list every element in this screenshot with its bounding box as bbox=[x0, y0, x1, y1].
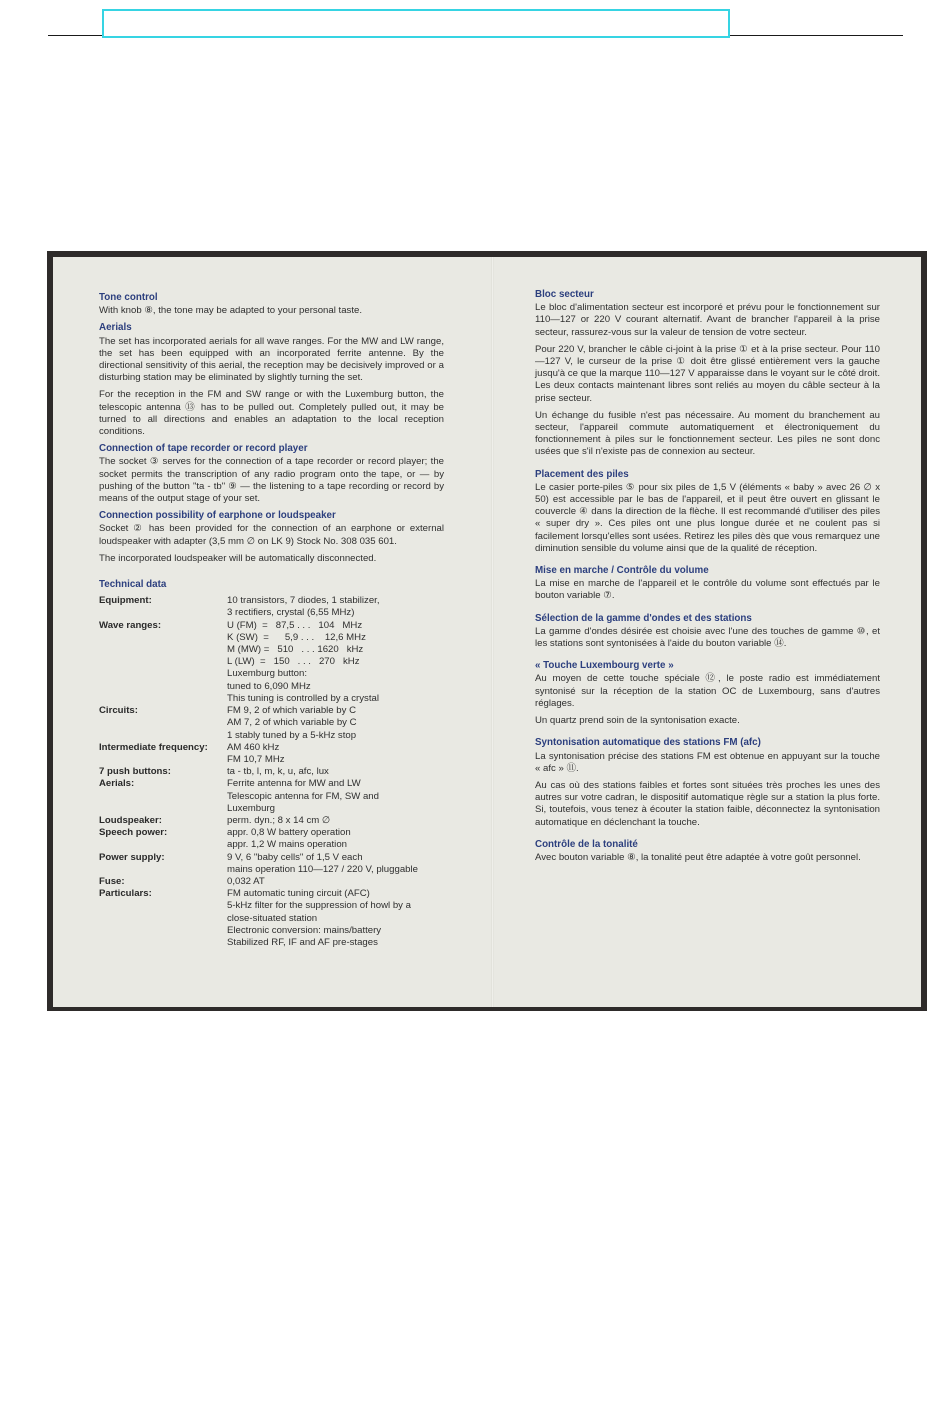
technical-value-line: AM 460 kHz bbox=[227, 741, 280, 753]
technical-label: Wave ranges: bbox=[99, 619, 162, 631]
technical-value bbox=[227, 705, 444, 742]
technical-value-line: AM 7, 2 of which variable by C bbox=[227, 717, 357, 729]
section-heading: Bloc secteur bbox=[535, 289, 594, 300]
section-paragraph: Le bloc d'alimentation secteur est incorporé et prévu pour le fonctionnement sur 110—127 or 220 V courant alternatif. Avant de brancher l'appareil à la prise secteur, rassurez-vous sur la valeur de tension de votre secteur. bbox=[535, 302, 880, 338]
technical-label: Loudspeaker: bbox=[99, 814, 162, 826]
technical-value-line: Electronic conversion: mains/battery bbox=[227, 924, 382, 936]
technical-label: Power supply: bbox=[99, 851, 165, 863]
technical-row bbox=[99, 827, 444, 851]
technical-value bbox=[227, 815, 444, 827]
technical-value-line: Ferrite antenna for MW and LW bbox=[227, 778, 361, 790]
section-heading: Syntonisation automatique des stations FM (afc) bbox=[535, 737, 761, 749]
technical-value bbox=[227, 620, 444, 705]
technical-value-line: This tuning is controlled by a crystal bbox=[227, 692, 379, 704]
section-paragraph: La gamme d'ondes désirée est choisie avec l'une des touches de gamme ⑩, et les stations sont syntonisées à l'aide du bouton variable ⑭. bbox=[535, 625, 880, 650]
section-paragraph: The socket ③ serves for the connection of a tape recorder or record player; the socket permits the transcription of any radio program onto the tape, or — by pushing of the button "ta - tb" ⑨ — the listening to a tape recording or record by means of the output stage of your set. bbox=[99, 456, 444, 505]
technical-value-line: 1 stably tuned by a 5-kHz stop bbox=[227, 729, 357, 741]
section-paragraph: Socket ② has been provided for the connection of an earphone or external loudspeaker with adapter (3,5 mm ∅ on LK 9) Stock No. 308 035 601. bbox=[99, 523, 444, 547]
section-paragraph: Au moyen de cette touche spéciale ⑫, le poste radio est immédiatement syntonisé sur la réception de la station OC de Luxembourg, sans d'autres réglages. bbox=[535, 673, 880, 709]
technical-data bbox=[99, 579, 444, 949]
technical-value-line: FM 10,7 MHz bbox=[227, 753, 285, 765]
technical-value bbox=[227, 876, 444, 888]
technical-value-line: appr. 1,2 W mains operation bbox=[227, 839, 347, 851]
section-paragraph: Le casier porte-piles ⑤ pour six piles de 1,5 V (éléments « baby » avec 26 ∅ x 50) est accessible par le bas de l'appareil, et il peut être ouvert en glissant le couvercle ④ dans la direction de la flèche. Il est recommandé d'utiliser des piles « super dry ». Ces piles ont une plus longue durée et ne coulent pas si facilement lorsqu'elles sont usées. Retirez les piles dès que vous remarquez une diminution sensible du volume ainsi que de la qualité de réception. bbox=[535, 481, 880, 554]
section-paragraph: The set has incorporated aerials for all wave ranges. For the MW and LW range, the set has been equipped with an incorporated ferrite antenne. By the directional sensitivity of this aerial, the reception may be decisively improved or a disturbing station may be eliminated by slightly turning the set. bbox=[99, 335, 444, 384]
header-highlight-box bbox=[102, 9, 730, 38]
technical-value-line: M (MW) = 510 . . . 1620 kHz bbox=[227, 644, 364, 656]
section-paragraph: Un échange du fusible n'est pas nécessaire. Au moment du branchement au secteur, l'appareil commute automatiquement et électroniquement du fonctionnement à piles sur le fonctionnement secteur. Les piles ne sont donc usées que s'il n'existe pas de connexion au secteur. bbox=[535, 409, 880, 458]
technical-row bbox=[99, 766, 444, 778]
technical-value-line: ta - tb, l, m, k, u, afc, lux bbox=[227, 766, 329, 778]
section-heading: Contrôle de la tonalité bbox=[535, 838, 638, 850]
technical-value-line: Telescopic antenna for FM, SW and bbox=[227, 790, 379, 802]
technical-row bbox=[99, 876, 444, 888]
technical-value-line: Luxemburg button: bbox=[227, 668, 308, 680]
right-column bbox=[535, 289, 880, 869]
section-heading: Tone control bbox=[99, 292, 158, 303]
technical-value-line: Stabilized RF, IF and AF pre-stages bbox=[227, 936, 378, 948]
technical-value-line: 5-kHz filter for the suppression of howl by a bbox=[227, 900, 411, 912]
technical-value-line: mains operation 110—127 / 220 V, pluggable bbox=[227, 863, 418, 875]
section-heading: Sélection de la gamme d'ondes et des stations bbox=[535, 612, 752, 624]
technical-row bbox=[99, 815, 444, 827]
technical-value bbox=[227, 827, 444, 851]
technical-value-line: L (LW) = 150 . . . 270 kHz bbox=[227, 656, 360, 668]
section-heading: « Touche Luxembourg verte » bbox=[535, 660, 674, 672]
technical-value-line: close-situated station bbox=[227, 912, 318, 924]
technical-value-line: appr. 0,8 W battery operation bbox=[227, 827, 351, 839]
section-paragraph: For the reception in the FM and SW range or with the Luxemburg button, the telescopic antenna ⑬ has to be pulled out. Completely pulled out, it may be turned to all directions and enables an adaptation to the local reception conditions. bbox=[99, 389, 444, 438]
technical-value-line: U (FM) = 87,5 . . . 104 MHz bbox=[227, 619, 363, 631]
section-heading: Mise en marche / Contrôle du volume bbox=[535, 565, 709, 577]
technical-value bbox=[227, 766, 444, 778]
technical-value-line: FM 9, 2 of which variable by C bbox=[227, 705, 357, 717]
technical-label: Aerials: bbox=[99, 778, 135, 790]
section-paragraph: Avec bouton variable ⑧, la tonalité peut être adaptée à votre goût personnel. bbox=[535, 851, 861, 863]
technical-value bbox=[227, 595, 444, 619]
section-paragraph: Pour 220 V, brancher le câble ci-joint à la prise ① et à la prise secteur. Pour 110—127 V, le curseur de la prise ① doit être glissé entièrement vers la gauche jusqu'à ce que la marque 110—127 V apparaisse dans le voyant sur le côté droit. Les deux contacts maintenant libres sont reliés au moyen du câble secteur à la prise secteur. bbox=[535, 343, 880, 404]
technical-label: Circuits: bbox=[99, 705, 138, 717]
technical-value-line: 3 rectifiers, crystal (6,55 MHz) bbox=[227, 607, 355, 619]
section-heading: Connection possibility of earphone or loudspeaker bbox=[99, 510, 336, 522]
technical-value bbox=[227, 778, 444, 815]
technical-value bbox=[227, 852, 444, 876]
technical-row bbox=[99, 742, 444, 766]
section-paragraph: Un quartz prend soin de la syntonisation exacte. bbox=[535, 715, 740, 727]
section-paragraph: La mise en marche de l'appareil et le contrôle du volume sont effectués par le bouton variable ⑦. bbox=[535, 578, 880, 602]
technical-label: Fuse: bbox=[99, 875, 125, 887]
left-column bbox=[99, 289, 444, 949]
technical-value-line: tuned to 6,090 MHz bbox=[227, 680, 311, 692]
paper-sheet bbox=[53, 257, 921, 1007]
technical-label: Particulars: bbox=[99, 888, 152, 900]
technical-value-line: perm. dyn.; 8 x 14 cm ∅ bbox=[227, 814, 331, 826]
section-paragraph: With knob ⑧, the tone may be adapted to your personal taste. bbox=[99, 305, 362, 317]
technical-value-line: 10 transistors, 7 diodes, 1 stabilizer, bbox=[227, 595, 380, 607]
technical-value-line: 0,032 AT bbox=[227, 875, 265, 887]
technical-value bbox=[227, 742, 444, 766]
technical-row bbox=[99, 888, 444, 949]
technical-label: Intermediate frequency: bbox=[99, 741, 208, 753]
technical-label: 7 push buttons: bbox=[99, 766, 171, 778]
section-paragraph: La syntonisation précise des stations FM est obtenue en appuyant sur la touche « afc » ⑪. bbox=[535, 750, 880, 774]
technical-value bbox=[227, 888, 444, 949]
technical-value-line: K (SW) = 5,9 . . . 12,6 MHz bbox=[227, 631, 366, 643]
technical-data-heading: Technical data bbox=[99, 579, 167, 591]
technical-value-line: FM automatic tuning circuit (AFC) bbox=[227, 888, 370, 900]
technical-value-line: Luxemburg bbox=[227, 802, 275, 814]
technical-row bbox=[99, 620, 444, 705]
technical-row bbox=[99, 705, 444, 742]
section-paragraph: Au cas où des stations faibles et fortes sont situées très proches les unes des autres sur votre cadran, le dispositif automatique règle sur a station la plus forte. Si, toutefois, vous tenez à écouter la station faible, déconnectez la syntonisation automatique en déclenchant la touche. bbox=[535, 779, 880, 828]
section-heading: Placement des piles bbox=[535, 468, 629, 480]
technical-row bbox=[99, 852, 444, 876]
section-heading: Aerials bbox=[99, 322, 132, 334]
section-paragraph: The incorporated loudspeaker will be automatically disconnected. bbox=[99, 552, 377, 564]
technical-label: Equipment: bbox=[99, 595, 152, 607]
section-heading: Connection of tape recorder or record player bbox=[99, 443, 308, 455]
technical-row bbox=[99, 778, 444, 815]
technical-row bbox=[99, 595, 444, 619]
page-fold bbox=[491, 257, 494, 1007]
technical-value-line: 9 V, 6 "baby cells" of 1,5 V each bbox=[227, 851, 363, 863]
scanned-page bbox=[47, 251, 927, 1011]
technical-label: Speech power: bbox=[99, 827, 168, 839]
